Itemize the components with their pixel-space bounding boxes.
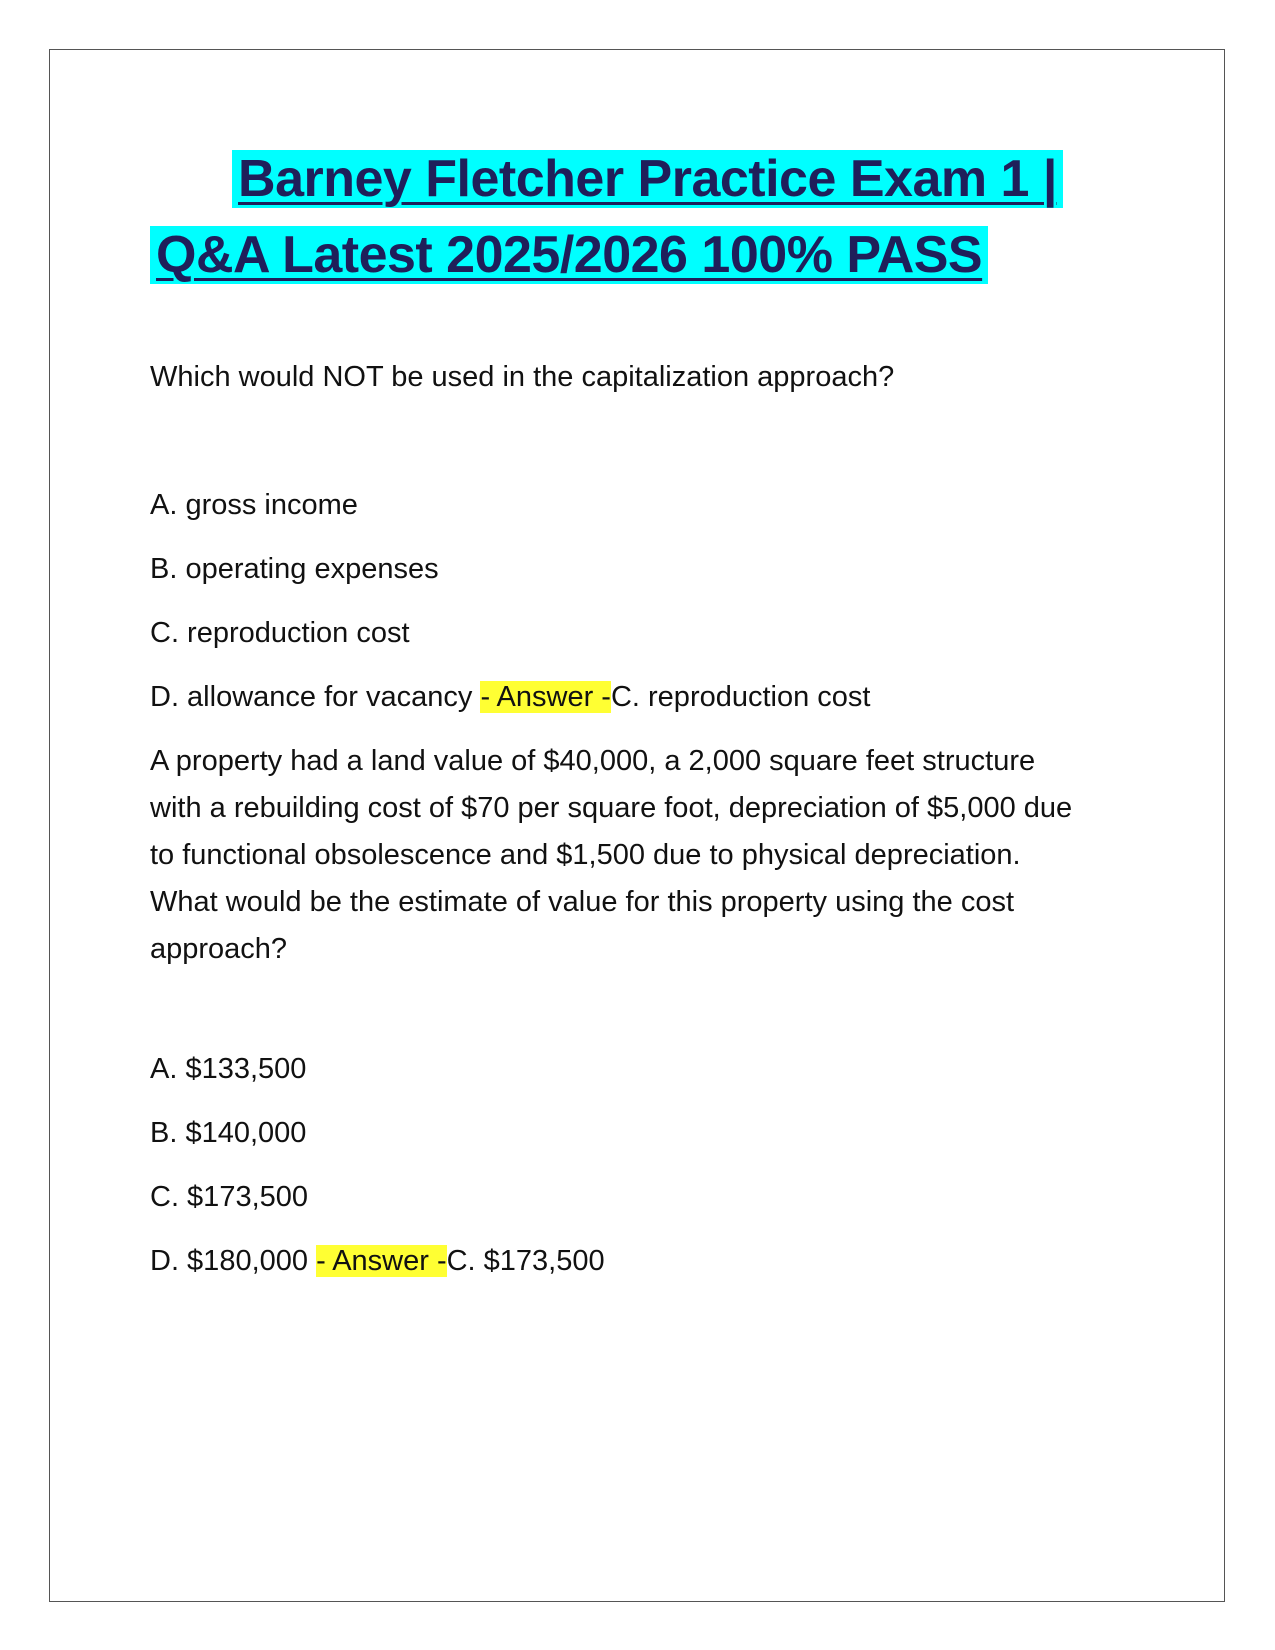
title-line-2-text: Q&A Latest 2025/2026 100% PASS bbox=[150, 226, 988, 284]
question-2-option-d-row bbox=[150, 1242, 605, 1280]
title-line-1 bbox=[150, 146, 1125, 212]
question-2-option-b: B. $140,000 bbox=[150, 1117, 307, 1149]
question-1-answer-marker: - Answer - bbox=[480, 681, 611, 713]
question-1-text: Which would NOT be used in the capitalization approach? bbox=[150, 361, 895, 393]
question-2-text: A property had a land value of $40,000, a 2,000 square feet structure with a rebuilding cost of $70 per square foot, depreciation of $5,000 due to functional obsolescence and $1,500 due to physical depreciation. What would be the estimate of value for this property using the cost approach? bbox=[150, 745, 1073, 965]
question-1-option-c: C. reproduction cost bbox=[150, 617, 410, 649]
question-2-option-a: A. $133,500 bbox=[150, 1053, 307, 1085]
title-line-2 bbox=[150, 222, 1125, 288]
question-2-option-d: D. $180,000 bbox=[150, 1245, 309, 1277]
question-1-answer: C. reproduction cost bbox=[610, 681, 871, 713]
question-1-option-d-row bbox=[150, 678, 870, 716]
document-title bbox=[150, 146, 1125, 288]
question-1-option-d: D. allowance for vacancy bbox=[150, 681, 473, 713]
question-1-option-b: B. operating expenses bbox=[150, 553, 439, 585]
question-1-option-a: A. gross income bbox=[150, 489, 358, 521]
question-2-answer-marker: - Answer - bbox=[316, 1245, 447, 1277]
question-2-option-c: C. $173,500 bbox=[150, 1181, 309, 1213]
title-line-1-text: Barney Fletcher Practice Exam 1 | bbox=[232, 150, 1063, 208]
question-2-answer: C. $173,500 bbox=[446, 1245, 605, 1277]
